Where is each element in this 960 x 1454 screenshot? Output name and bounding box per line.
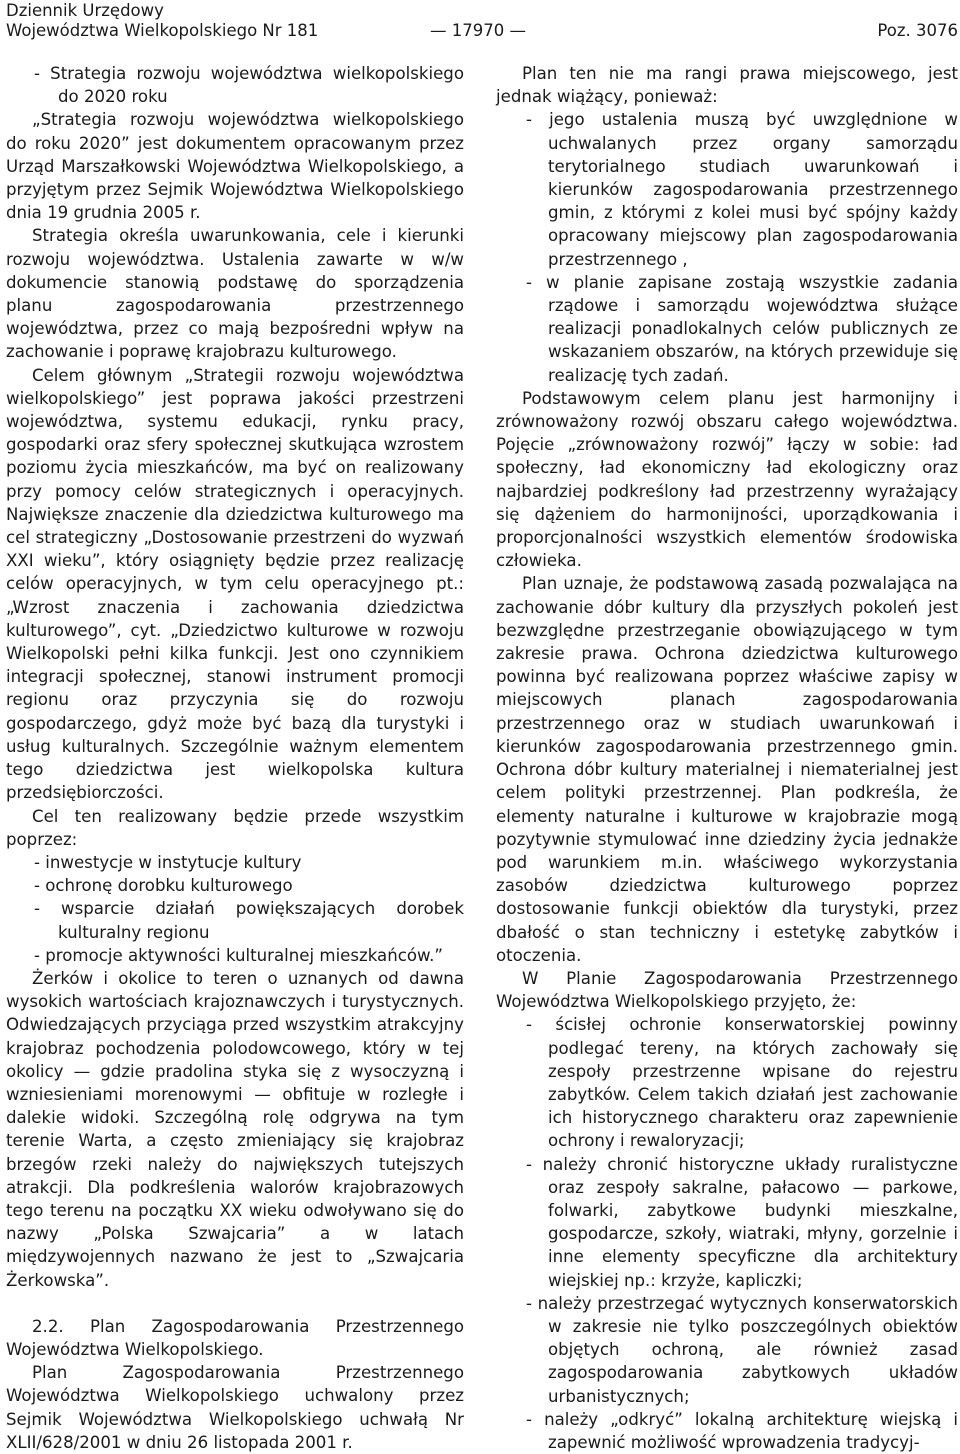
item-position: Poz. 3076 xyxy=(877,21,958,40)
paragraph: Żerków i okolice to teren o uznanych od dawna wysokich wartościach krajoznawczych i turystycznych. Odwiedzających przyciąga przed wszystkim atrakcyjny krajobraz pochodzenia polodowcowego, który w tej okolicy — gdzie pradolina styka się z wysoczyzną i wzniesieniami morenowymi — obfituje w rozległe i dalekie widoki. Szczególną rolę odgrywa na tym terenie Warta, a często zmieniający się krajobraz brzegów rzeki należy do największych tutejszych atrakcji. Dla podkreślenia walorów krajobrazowych tego terenu na początku XX wieku odwoływano się do nazwy „Polska Szwajcaria” a w latach międzywojennych nazwano że jest to „Szwajcaria Żerkowska”. xyxy=(6,968,464,1290)
paragraph: Cel ten realizowany będzie przede wszystkim poprzez: xyxy=(6,806,464,849)
list-item: - w planie zapisane zostają wszystkie zadania rządowe i samorządu województwa służące realizacji ponadlokalnych celów publicznych ze wskazaniem obszarów, na których przewiduje się realizację tych zadań. xyxy=(526,272,958,385)
page-header xyxy=(6,0,958,46)
paragraph: Plan uznaje, że podstawową zasadą pozwalająca na zachowanie dóbr kultury dla przyszłych pokoleń jest bezwzględne przestrzeganie obowiązującego w tym zakresie prawa. Ochrona dziedzictwa kulturowego powinna być realizowana poprzez właściwe zapisy w miejscowych planach zagospodarowania przestrzennego oraz w studiach uwarunkowań i kierunków zagospodarowania przestrzennego gmin. Ochrona dóbr kultury materialnej i niematerialnej jest celem polityki przestrzennej. Plan podkreśla, że elementy naturalne i kulturowe w krajobrazie mogą pozytywnie stymulować inne dziedziny życia jednakże pod warunkiem m.in. właściwego wykorzystania zasobów dziedzictwa kulturowego poprzez dostosowanie funkcji obiektów dla turystyki, przez dbałość o stan techniczny i estetykę zabytków i otoczenia. xyxy=(496,574,958,965)
paragraph: Plan ten nie ma rangi prawa miejscowego, jest jednak wiążący, ponieważ: xyxy=(496,64,958,107)
left-column xyxy=(6,62,464,1454)
journal-issue: Województwa Wielkopolskiego Nr 181 xyxy=(6,21,319,40)
right-column xyxy=(496,62,958,1454)
list-item: - promocje aktywności kulturalnej mieszkańców.” xyxy=(34,945,443,965)
paragraph: Podstawowym celem planu jest harmonijny i zrównoważony rozwój obszaru całego województwa. Pojęcie „zrównoważony rozwój” łączy w sobie: ład społeczny, ład ekonomiczny ład ekologiczny oraz najbardziej podkreślony ład przestrzenny wyrażający się dążeniem do harmonijności, uporządkowania i proporcjonalności wszystkich elementów środowiska człowieka. xyxy=(496,388,958,571)
page-number: — 17970 — xyxy=(430,21,526,40)
section-heading: 2.2. Plan Zagospodarowania Przestrzennego Województwa Wielkopolskiego. xyxy=(6,1316,464,1359)
paragraph: Plan Zagospodarowania Przestrzennego Województwa Wielkopolskiego uchwalony przez Sejmik Województwa Wielkopolskiego uchwałą Nr XLII/628/2001 w dniu 26 listopada 2001 r. xyxy=(6,1363,464,1452)
list-item: - jego ustalenia muszą być uwzględnione w uchwalanych przez organy samorządu terytorialnego studiach uwarunkowań i kierunków zagospodarowania przestrzennego gmin, z którymi z kolei musi być spójny każdy opracowany miejscowy plan zagospodarowania przestrzennego , xyxy=(526,110,958,269)
paragraph: Celem głównym „Strategii rozwoju województwa wielkopolskiego” jest poprawa jakości przestrzeni województwa, systemu edukacji, rynku pracy, gospodarki oraz sfery społecznej skutkująca wzrostem poziomu życia mieszkańców, ma być on realizowany przy pomocy celów strategicznych i operacyjnych. Największe znaczenie dla dziedzictwa kulturowego ma cel strategiczny „Dostosowanie przestrzeni do wyzwań XXI wieku”, który osiągnięty będzie przez realizację celów operacyjnych, w tym celu operacyjnego pt.: „Wzrost znaczenia i zachowania dziedzictwa kulturowego”, cyt. „Dziedzictwo kulturowe w rozwoju Wielkopolski pełni kilka funkcji. Jest ono czynnikiem integracji społecznej, stanowi instrument promocji regionu oraz przyczynia się do rozwoju gospodarczego, gdyż może być bazą dla turystyki i usług kulturalnych. Szczególnie ważnym elementem tego dziedzictwa jest wielkopolska kultura przedsiębiorczości. xyxy=(6,365,464,803)
list-item: - należy przestrzegać wytycznych konserwatorskich w zakresie nie tylko poszczególnych obiektów objętych ochroną, ale również zasad zagospodarowania zabytkowych układów urbanistycznych; xyxy=(526,1293,958,1406)
paragraph: W Planie Zagospodarowania Przestrzennego Województwa Wielkopolskiego przyjęto, że: xyxy=(496,968,958,1012)
list-item: - wsparcie działań powiększających dorobek kulturalny regionu xyxy=(34,899,464,942)
list-item: - należy chronić historyczne układy ruralistyczne oraz zespoły sakralne, pałacowo — parkowe, folwarki, zabytkowe budynki mieszkalne, gospodarcze, szkoły, wiatraki, młyny, gorzelnie i inne elementy specyficzne dla architektury wiejskiej np.: krzyże, kapliczki; xyxy=(526,1154,958,1290)
journal-title: Dziennik Urzędowy xyxy=(6,1,164,20)
paragraph: Strategia określa uwarunkowania, cele i kierunki rozwoju województwa. Ustalenia zawarte w w/w dokumencie stanowią podstawę do sporządzenia planu zagospodarowania przestrzennego województwa, przez co mają bezpośredni wpływ na zachowanie i poprawę krajobrazu kulturowego. xyxy=(6,226,464,362)
spacer xyxy=(6,1292,464,1315)
list-item: - ochronę dorobku kulturowego xyxy=(34,876,293,896)
list-item: - należy „odkryć” lokalną architekturę wiejską i zapewnić możliwość wprowadzenia tradycyj- xyxy=(526,1409,958,1452)
list-item: - ścisłej ochronie konserwatorskiej powinny podlegać tereny, na których zachowały się zespoły przestrzenne wpisane do rejestru zabytków. Celem takich działań jest zachowanie ich historycznego charakteru oraz zapewnienie ochrony i rewaloryzacji; xyxy=(526,1015,958,1151)
list-item: - inwestycje w instytucje kultury xyxy=(34,852,302,872)
paragraph: „Strategia rozwoju województwa wielkopolskiego do roku 2020” jest dokumentem opracowanym przez Urząd Marszałkowski Województwa Wielkopolskiego, a przyjętym przez Sejmik Województwa Wielkopolskiego dnia 19 grudnia 2005 r. xyxy=(6,110,464,223)
list-item: - Strategia rozwoju województwa wielkopolskiego do 2020 roku xyxy=(34,64,464,107)
